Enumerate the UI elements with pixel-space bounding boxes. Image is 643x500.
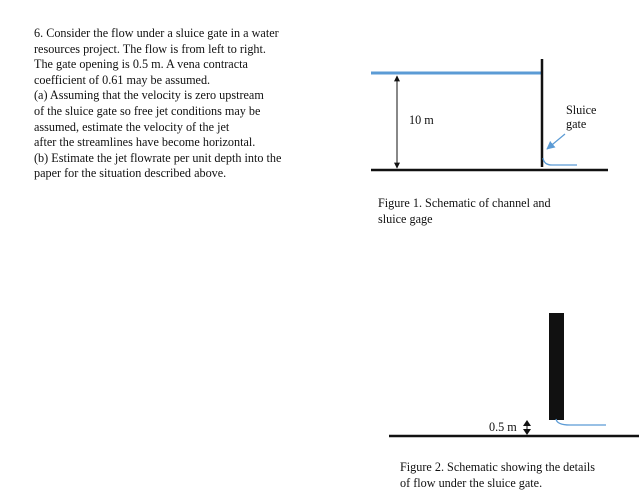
opening-label: 0.5 m [489,420,517,434]
figure-2 [389,313,639,436]
problem-line: resources project. The flow is from left to right. [34,41,266,56]
gate-pointer-arrow [547,134,565,149]
problem-line: after the streamlines have become horizontal. [34,135,256,150]
sluice-gate-detail [549,313,564,420]
gate-label-line: gate [566,117,587,131]
problem-line: paper for the situation described above. [34,166,227,181]
gate-label [566,103,596,131]
depth-label: 10 m [409,113,434,127]
problem-line: (b) Estimate the jet flowrate per unit depth into the [34,150,282,165]
gate-label-line: Sluice [566,103,597,117]
caption-line: Figure 1. Schematic of channel and [378,196,551,210]
figure-1-caption [378,196,551,227]
problem-line: coefficient of 0.61 may be assumed. [34,72,211,87]
caption-line: of flow under the sluice gate. [400,475,543,490]
problem-line: 6. Consider the flow under a sluice gate in a water [34,26,279,40]
problem-line: assumed, estimate the velocity of the jet [34,119,230,134]
caption-line: Figure 2. Schematic showing the details [400,460,595,474]
figure-2-caption [400,460,595,491]
problem-line: The gate opening is 0.5 m. A vena contracta [34,57,248,72]
downstream-jet [543,158,577,165]
opening-arrow-up-icon [523,420,531,426]
opening-arrow-down-icon [523,429,531,435]
problem-line: (a) Assuming that the velocity is zero upstream [34,88,264,103]
problem-line: of the sluice gate so free jet conditions may be [34,103,261,118]
caption-line: sluice gage [378,211,433,226]
